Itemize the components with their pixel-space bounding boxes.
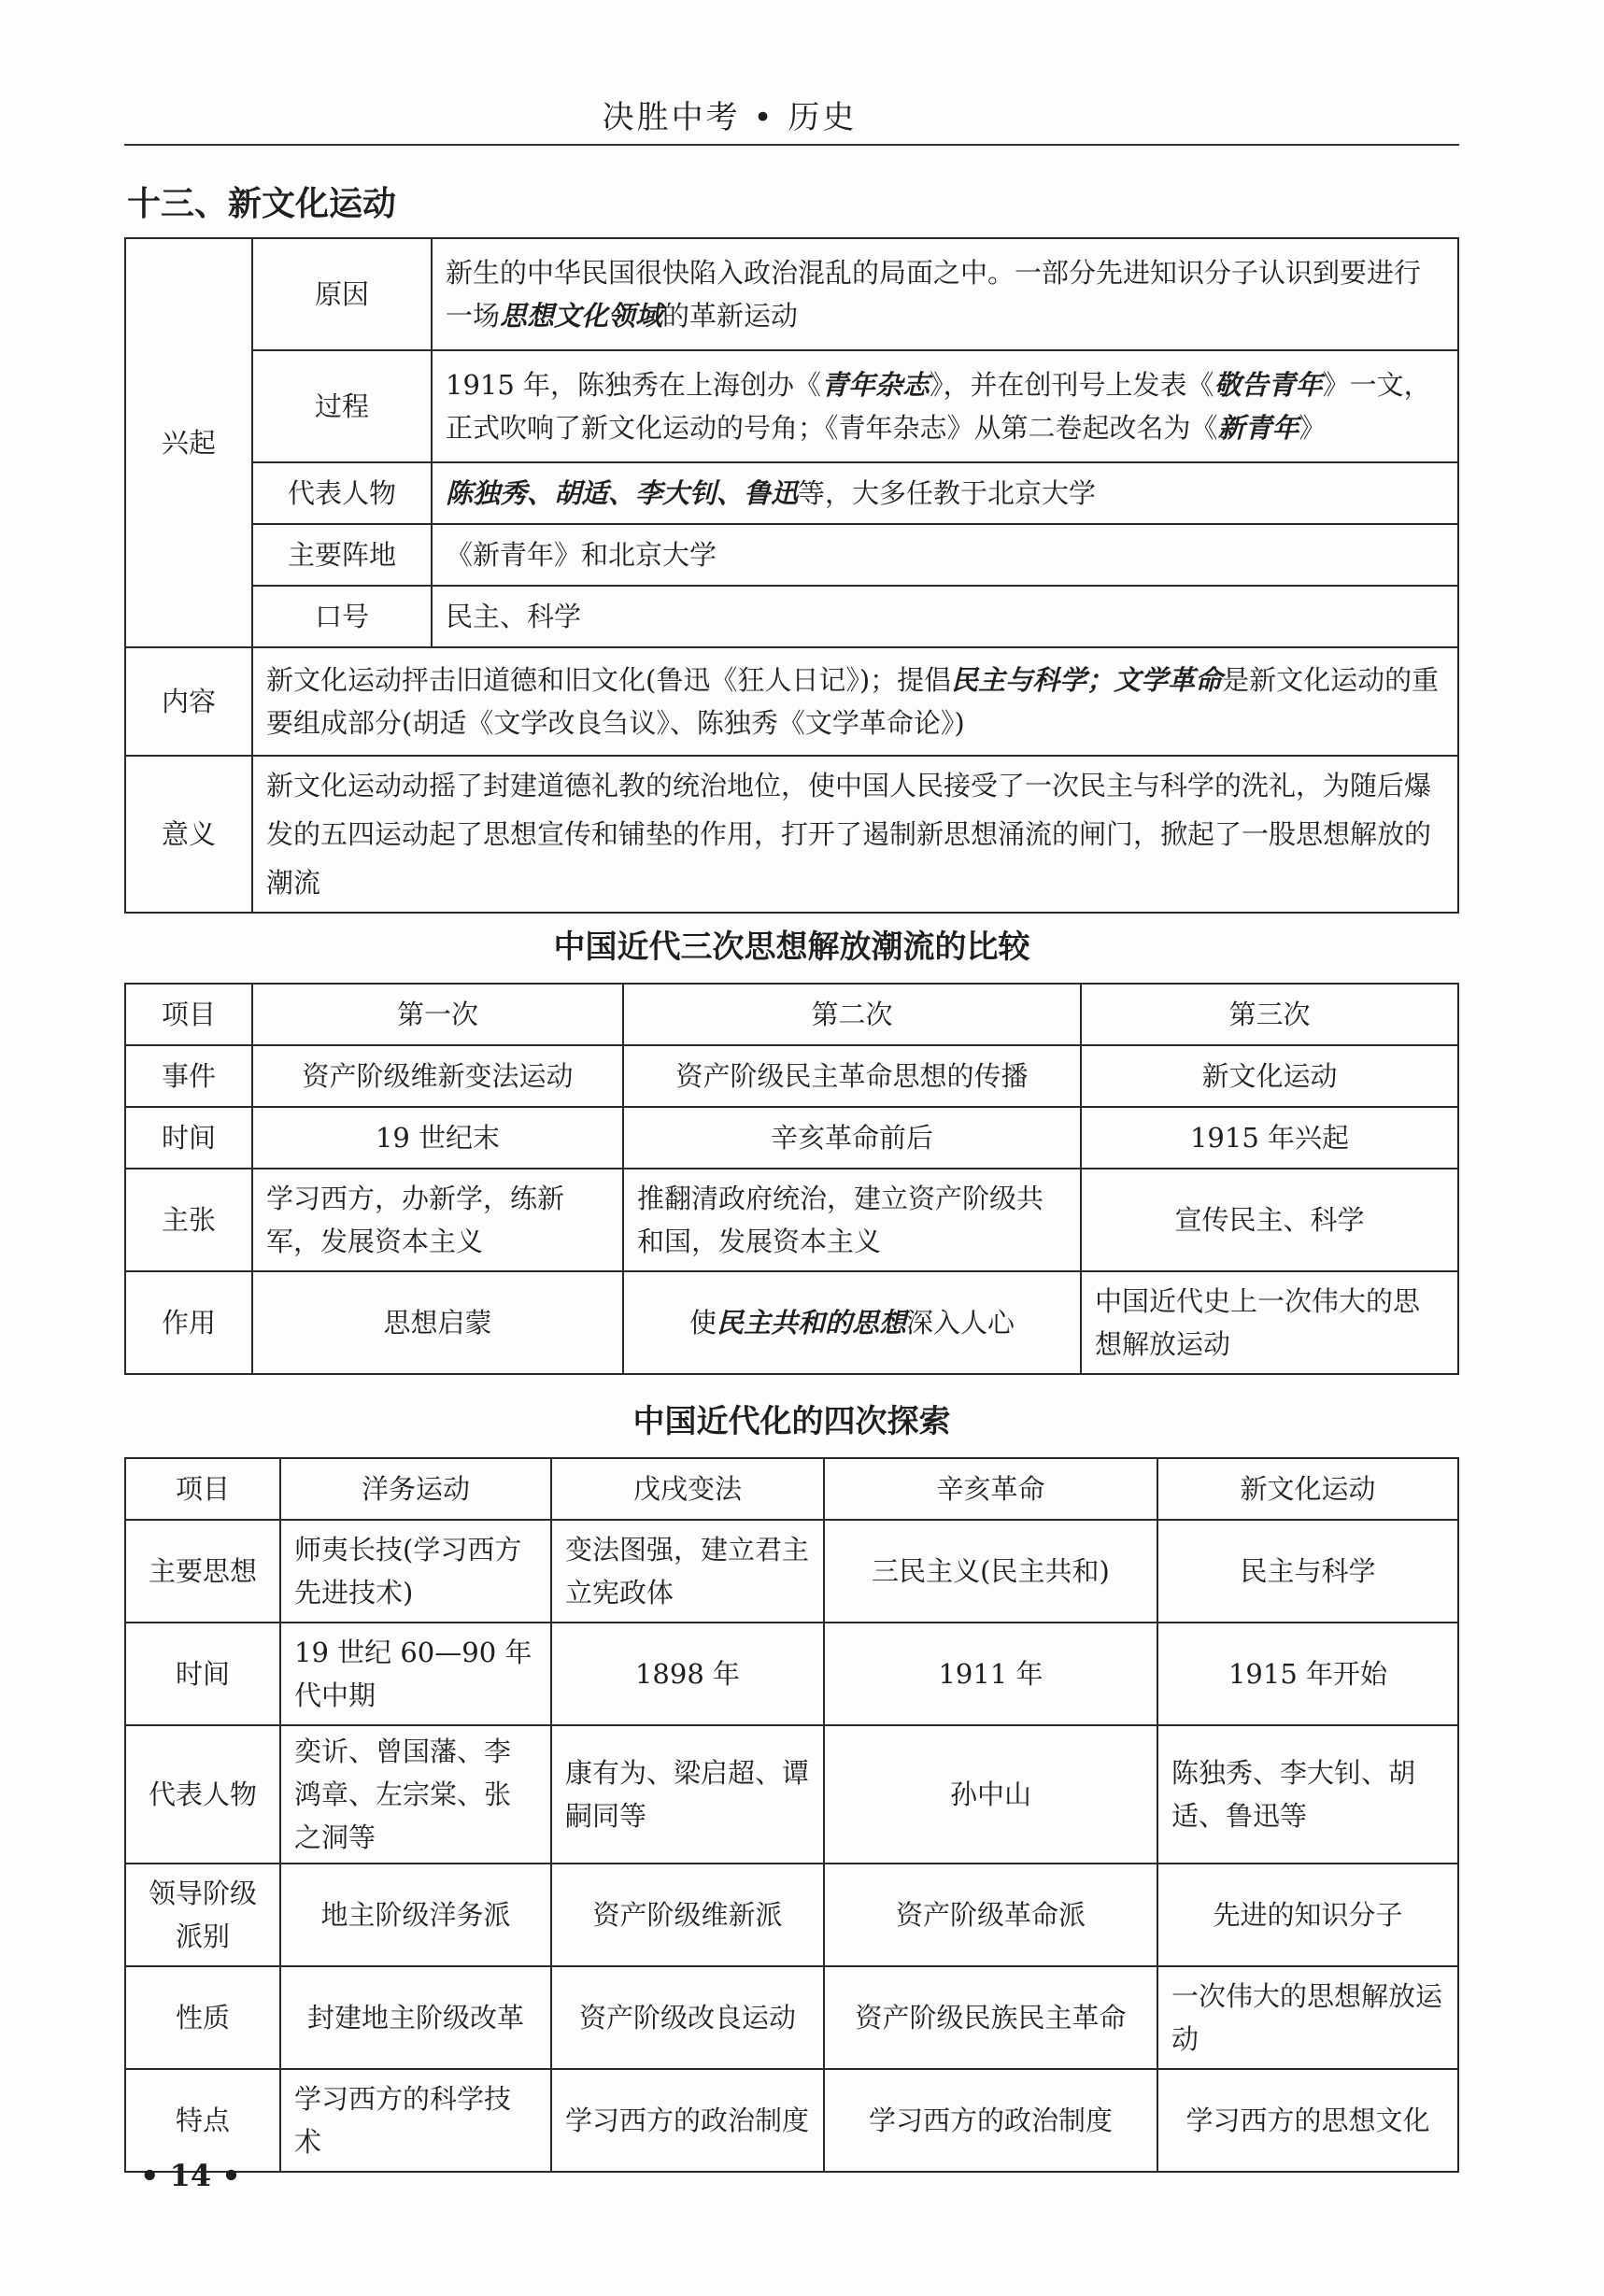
header-cell: 洋务运动 xyxy=(280,1458,551,1520)
emphasis-text: 思想文化领域 xyxy=(500,300,663,332)
table-cell: 资产阶级改良运动 xyxy=(551,1966,824,2069)
row-text-significance xyxy=(252,756,1458,913)
row-label: 事件 xyxy=(125,1045,252,1107)
section-title: 十三、新文化运动 xyxy=(127,185,397,223)
table-cell xyxy=(1081,1107,1458,1169)
text-run: 资产阶级民主革命思想的传播 xyxy=(675,1060,1029,1092)
table-cell: 1915 年开始 xyxy=(1157,1623,1458,1725)
rise-label: 兴起 xyxy=(125,238,252,647)
row-text-cause xyxy=(432,238,1458,350)
table-cell xyxy=(252,1169,623,1271)
table-cell: 1898 年 xyxy=(551,1623,824,1725)
running-header: 决胜中考 • 历史 xyxy=(602,99,858,136)
table-cell: 变法图强，建立君主立宪政体 xyxy=(551,1520,824,1623)
table-cell xyxy=(623,1169,1081,1271)
text-run: 新生的中华民国很快陷入政治混乱的局面之中。一部分先进知识分子认识到要进行一场 xyxy=(446,257,1422,332)
table-cell: 师夷长技(学习西方先进技术) xyxy=(280,1520,551,1623)
row-label-process: 过程 xyxy=(252,350,432,462)
table-cell xyxy=(1081,1169,1458,1271)
row-label: 性质 xyxy=(125,1966,280,2069)
text-run: 民主、科学 xyxy=(446,601,582,632)
table-cell: 一次伟大的思想解放运动 xyxy=(1157,1966,1458,2069)
comparison-title: 中国近代三次思想解放潮流的比较 xyxy=(553,928,1030,966)
text-run: 新文化运动抨击旧道德和旧文化(鲁迅《狂人日记》)；提倡 xyxy=(266,664,952,696)
row-label-significance: 意义 xyxy=(125,756,252,913)
text-run: 中国近代史上一次伟大的思想解放运动 xyxy=(1095,1285,1421,1360)
table-cell: 封建地主阶级改革 xyxy=(280,1966,551,2069)
text-run: 《新青年》和北京大学 xyxy=(446,539,717,571)
row-text-base xyxy=(432,524,1458,586)
text-run: 思想启蒙 xyxy=(383,1307,492,1339)
header-cell: 第一次 xyxy=(252,984,623,1045)
emphasis-text: 新青年 xyxy=(1217,412,1299,444)
row-text-slogan xyxy=(432,586,1458,647)
row-label: 特点 xyxy=(125,2069,280,2172)
header-cell: 第二次 xyxy=(623,984,1081,1045)
table-cell: 奕䜣、曾国藩、李鸿章、左宗棠、张之洞等 xyxy=(280,1725,551,1864)
emphasis-text: 民主与科学；文学革命 xyxy=(951,664,1223,696)
table-cell xyxy=(252,1271,623,1374)
row-label: 时间 xyxy=(125,1623,280,1725)
text-run: 1915 年兴起 xyxy=(1189,1122,1350,1154)
header-cell: 项目 xyxy=(125,984,252,1045)
row-text-process xyxy=(432,350,1458,462)
text-run: 新文化运动 xyxy=(1201,1060,1338,1092)
table-cell: 地主阶级洋务派 xyxy=(280,1864,551,1966)
row-label-base: 主要阵地 xyxy=(252,524,432,586)
table-cell xyxy=(252,1045,623,1107)
text-run: 新文化运动动摇了封建道德礼教的统治地位，使中国人民接受了一次民主与科学的洗礼，为随后爆发的五四运动起了思想宣传和铺垫的作用，打开了遏制新思想涌流的闸门，掀起了一股思想解放的潮流 xyxy=(266,770,1432,899)
text-run: 资产阶级维新变法运动 xyxy=(302,1060,574,1092)
table-cell: 资产阶级民族民主革命 xyxy=(824,1966,1157,2069)
emphasis-text: 民主共和的思想 xyxy=(716,1307,906,1339)
row-label: 主要思想 xyxy=(125,1520,280,1623)
explorations-table xyxy=(124,1457,1459,2173)
table-cell xyxy=(252,1107,623,1169)
text-run: 使 xyxy=(688,1307,717,1339)
row-label: 领导阶级派别 xyxy=(125,1864,280,1966)
table-cell: 资产阶级维新派 xyxy=(551,1864,824,1966)
table-cell: 19 世纪 60—90 年代中期 xyxy=(280,1623,551,1725)
table-cell: 民主与科学 xyxy=(1157,1520,1458,1623)
text-run: 1915 年，陈独秀在上海创办《 xyxy=(446,369,822,401)
header-cell: 辛亥革命 xyxy=(824,1458,1157,1520)
table-cell xyxy=(623,1045,1081,1107)
header-cell: 第三次 xyxy=(1081,984,1458,1045)
table-cell xyxy=(1081,1271,1458,1374)
table-cell: 三民主义(民主共和) xyxy=(824,1520,1157,1623)
table-cell: 陈独秀、李大钊、胡适、鲁迅等 xyxy=(1157,1725,1458,1864)
row-label: 主张 xyxy=(125,1169,252,1271)
table-cell: 学习西方的政治制度 xyxy=(824,2069,1157,2172)
table-cell xyxy=(1081,1045,1458,1107)
text-run: 》 xyxy=(1299,412,1327,444)
table-cell: 资产阶级革命派 xyxy=(824,1864,1157,1966)
header-cell: 项目 xyxy=(125,1458,280,1520)
header-divider xyxy=(124,144,1459,146)
text-run: 》，并在创刊号上发表《 xyxy=(930,369,1214,401)
text-run: 深入人心 xyxy=(906,1307,1015,1339)
explorations-title: 中国近代化的四次探索 xyxy=(632,1403,951,1440)
row-label-slogan: 口号 xyxy=(252,586,432,647)
table-cell: 学习西方的政治制度 xyxy=(551,2069,824,2172)
header-cell: 新文化运动 xyxy=(1157,1458,1458,1520)
table-cell xyxy=(623,1107,1081,1169)
table-cell: 康有为、梁启超、谭嗣同等 xyxy=(551,1725,824,1864)
text-run: 的革新运动 xyxy=(662,300,799,332)
emphasis-text: 敬告青年 xyxy=(1214,369,1323,401)
table-cell: 学习西方的思想文化 xyxy=(1157,2069,1458,2172)
table-cell: 孙中山 xyxy=(824,1725,1157,1864)
new-culture-movement-table xyxy=(124,237,1459,914)
text-run: 推翻清政府统治，建立资产阶级共和国，发展资本主义 xyxy=(637,1183,1044,1257)
text-run: 等，大多任教于北京大学 xyxy=(798,477,1097,509)
table-cell: 1911 年 xyxy=(824,1623,1157,1725)
emphasis-text: 陈独秀、胡适、李大钊、鲁迅 xyxy=(446,477,799,509)
header-cell: 戊戌变法 xyxy=(551,1458,824,1520)
text-run: 是新文化运动的重要组成部分(胡适《文学改良刍议》、陈独秀《文学革命论》) xyxy=(266,664,1440,739)
table-cell: 先进的知识分子 xyxy=(1157,1864,1458,1966)
row-text-figures xyxy=(432,462,1458,524)
row-label-content: 内容 xyxy=(125,647,252,756)
text-run: 学习西方，办新学，练新军，发展资本主义 xyxy=(266,1183,565,1257)
row-label: 作用 xyxy=(125,1271,252,1374)
row-label-figures: 代表人物 xyxy=(252,462,432,524)
row-text-content xyxy=(252,647,1458,756)
row-label-cause: 原因 xyxy=(252,238,432,350)
emphasis-text: 青年杂志 xyxy=(821,369,930,401)
text-run: 宣传民主、科学 xyxy=(1174,1204,1365,1236)
table-cell xyxy=(623,1271,1081,1374)
text-run: 辛亥革命前后 xyxy=(770,1122,933,1154)
page-number: • 14 • xyxy=(140,2158,241,2193)
row-label: 时间 xyxy=(125,1107,252,1169)
row-label: 代表人物 xyxy=(125,1725,280,1864)
table-cell: 学习西方的科学技术 xyxy=(280,2069,551,2172)
comparison-table xyxy=(124,983,1459,1375)
text-run: 19 世纪末 xyxy=(375,1122,501,1154)
text-run: 》一文，正式吹响了新文化运动的号角；《青年杂志》从第二卷起改名为《 xyxy=(446,369,1431,444)
